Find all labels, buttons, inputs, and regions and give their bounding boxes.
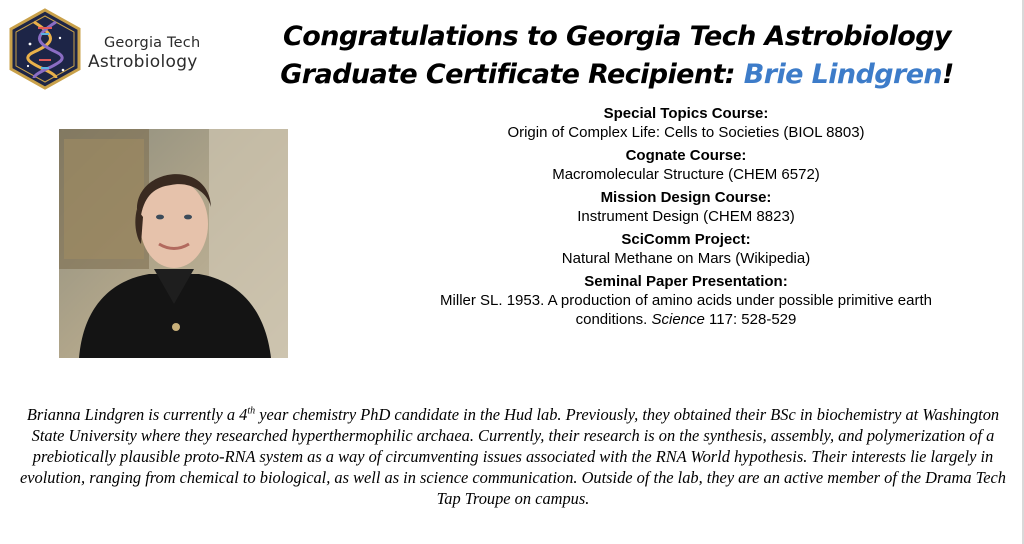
seminar-citation-line-1: Miller SL. 1953. A production of amino acids under possible primitive earth <box>440 292 932 309</box>
course-label: Cognate Course: <box>625 147 747 164</box>
logo-line-1: Georgia Tech <box>104 35 201 51</box>
title-line-2-prefix: Graduate Certificate Recipient: <box>280 59 744 90</box>
course-item <box>380 188 992 226</box>
course-item <box>380 146 992 184</box>
seminar-item <box>380 272 992 329</box>
course-value: Natural Methane on Mars (Wikipedia) <box>561 250 811 267</box>
seminar-journal: Science <box>651 311 705 328</box>
course-value: Macromolecular Structure (CHEM 6572) <box>552 166 820 183</box>
recipient-name: Brie Lindgren <box>743 59 943 90</box>
seminar-label: Seminal Paper Presentation: <box>584 273 788 290</box>
seminar-line-2-suffix: 117: 528-529 <box>704 311 797 328</box>
bio-part-2: year chemistry PhD candidate in the Hud lab. Previously, they obtained their BSc in biochemistry at Washington State University where they researched hyperthermophilic archaea. Currently, their research is on the synthesis, assembly, and polymerization of a prebiotically plausible proto-RNA system as a way of circumventing issues associated with the RNA World hypothesis. Their interests lie largely in evolution, ranging from chemical to biological, as well as in science communication. Outside of the lab, they are an active member of the Drama Tech Tap Troupe on campus. <box>20 405 1006 508</box>
seminar-line-2-prefix: conditions. <box>575 311 652 328</box>
title-suffix: ! <box>942 59 954 90</box>
courses-list <box>380 104 992 333</box>
recipient-bio <box>18 404 1008 509</box>
seminar-citation-line-2 <box>380 310 992 329</box>
course-value: Origin of Complex Life: Cells to Societies (BIOL 8803) <box>507 124 865 141</box>
course-item <box>380 230 992 268</box>
bio-part-1: Brianna Lindgren is currently a 4 <box>26 405 248 424</box>
logo-line-2: Astrobiology <box>88 52 198 72</box>
georgia-tech-astrobiology-logo <box>8 8 208 90</box>
dna-hexagon-icon <box>8 8 82 90</box>
title-line-1: Congratulations to Georgia Tech Astrobiology <box>283 21 951 52</box>
recipient-portrait-photo <box>59 129 288 358</box>
course-item <box>380 104 992 142</box>
course-label: Special Topics Course: <box>603 105 769 122</box>
title-line-2 <box>212 56 1022 94</box>
page-title <box>212 18 1022 94</box>
bio-superscript: th <box>247 405 256 417</box>
course-label: Mission Design Course: <box>600 189 772 206</box>
course-value: Instrument Design (CHEM 8823) <box>577 208 795 225</box>
course-label: SciComm Project: <box>621 231 751 248</box>
